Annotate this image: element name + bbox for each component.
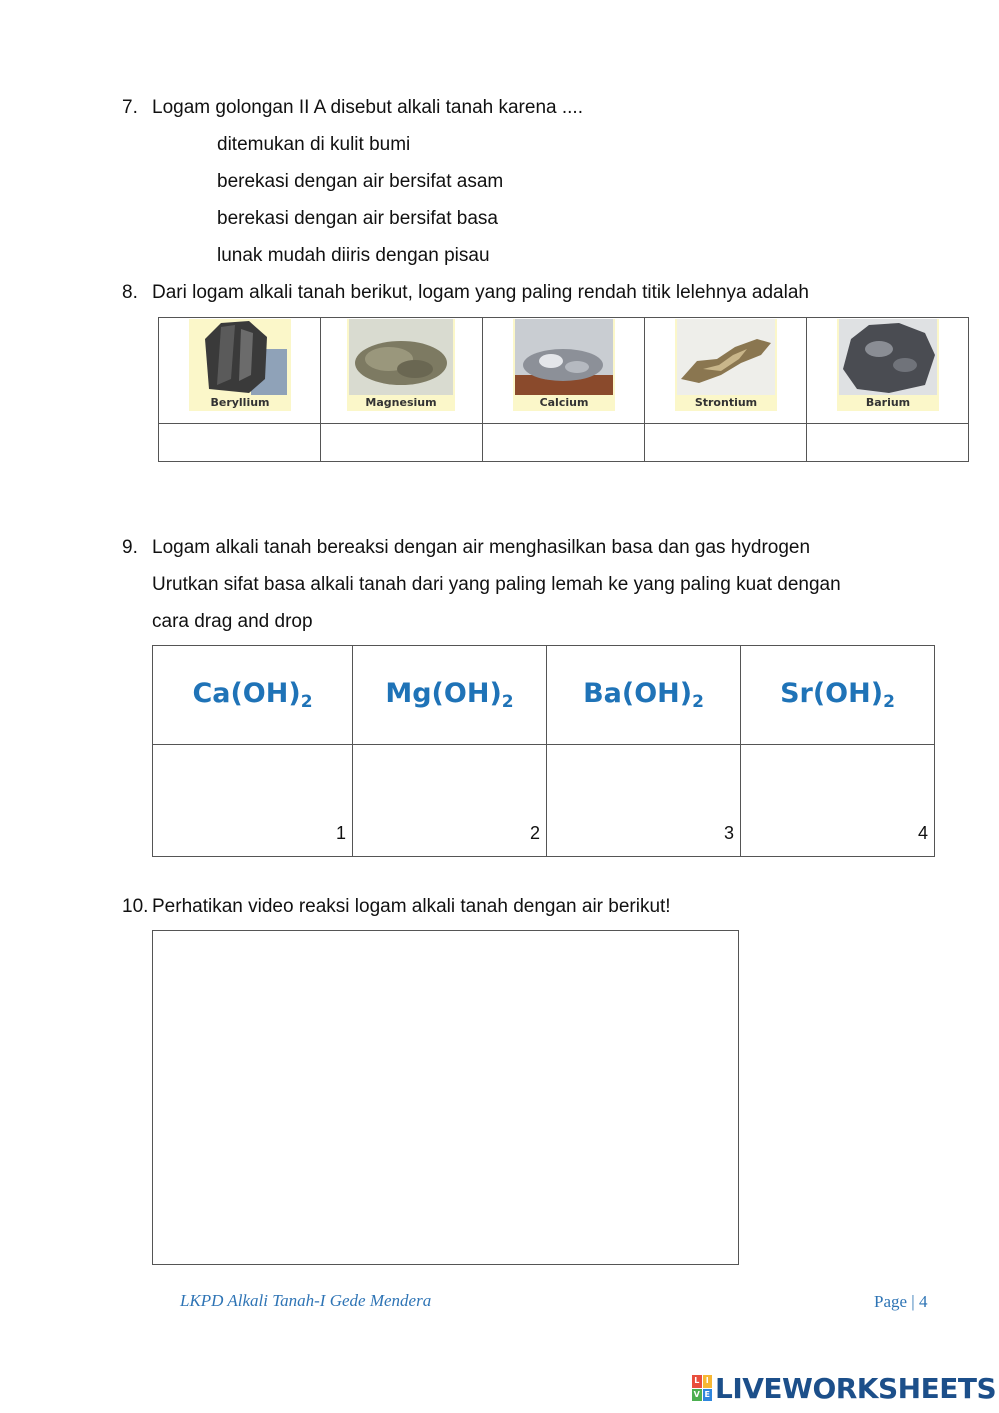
metal-label: Strontium	[694, 396, 758, 409]
q7-question: Logam golongan II A disebut alkali tanah karena ....	[152, 97, 583, 118]
draggable-formula-caoh2[interactable]: $Ca(OH)_2$	[192, 678, 313, 712]
slot-number: 2	[529, 823, 540, 843]
formula-cell-1	[153, 646, 353, 745]
barium-rock-icon	[839, 319, 937, 395]
drop-slot-1[interactable]	[153, 745, 353, 857]
metal-answer-box-5[interactable]	[807, 424, 969, 462]
slot-number: 4	[917, 823, 928, 843]
beryllium-image	[189, 319, 291, 411]
q8-question: Dari logam alkali tanah berikut, logam yang paling rendah titik lelehnya adalah	[152, 282, 809, 303]
metal-cell-magnesium	[321, 318, 483, 424]
magnesium-rock-icon	[349, 319, 453, 395]
metal-answer-box-4[interactable]	[645, 424, 807, 462]
page-number: Page | 4	[874, 1292, 928, 1311]
q10-number: 10.	[122, 896, 149, 917]
metal-answer-box-2[interactable]	[321, 424, 483, 462]
metal-choice-table	[158, 317, 969, 462]
drop-slot-3[interactable]	[547, 745, 741, 857]
q7-number: 7.	[122, 97, 138, 118]
liveworksheets-logo-icon	[692, 1375, 712, 1401]
q10-question: Perhatikan video reaksi logam alkali tanah dengan air berikut!	[152, 896, 671, 917]
q8-number: 8.	[122, 282, 138, 303]
metal-cell-barium	[807, 318, 969, 424]
metal-label: Calcium	[539, 396, 589, 409]
barium-image	[837, 319, 939, 411]
liveworksheets-brand	[692, 1372, 996, 1404]
logo-letter: E	[703, 1389, 713, 1402]
q9-line-2: Urutkan sifat basa alkali tanah dari yang paling lemah ke yang paling kuat dengan	[152, 574, 841, 595]
q7-option-1[interactable]: ditemukan di kulit bumi	[217, 134, 411, 155]
strontium-rock-icon	[677, 319, 775, 395]
q9-line-3: cara drag and drop	[152, 611, 313, 632]
metal-cell-strontium	[645, 318, 807, 424]
metal-label: Barium	[865, 396, 911, 409]
metal-label: Beryllium	[210, 396, 270, 409]
slot-number: 3	[723, 823, 734, 843]
drop-slot-4[interactable]	[741, 745, 935, 857]
metal-label: Magnesium	[365, 396, 437, 409]
slot-number: 1	[335, 823, 346, 843]
formula-cell-3	[547, 646, 741, 745]
logo-letter: L	[692, 1375, 702, 1388]
draggable-formula-baoh2[interactable]: $Ba(OH)_2$	[583, 678, 704, 712]
calcium-image	[513, 319, 615, 411]
base-order-table	[152, 645, 935, 857]
magnesium-image	[347, 319, 455, 411]
q7-option-3[interactable]: berekasi dengan air bersifat basa	[217, 208, 498, 229]
formula-cell-4	[741, 646, 935, 745]
logo-letter: I	[703, 1375, 713, 1388]
metal-answer-box-3[interactable]	[483, 424, 645, 462]
q7-option-2[interactable]: berekasi dengan air bersifat asam	[217, 171, 504, 192]
calcium-rock-icon	[515, 319, 613, 395]
logo-letter: V	[692, 1389, 702, 1402]
formula-cell-2	[353, 646, 547, 745]
drop-slot-2[interactable]	[353, 745, 547, 857]
q9-number: 9.	[122, 537, 138, 558]
brand-name: LIVEWORKSHEETS	[715, 1371, 997, 1405]
metal-cell-beryllium	[159, 318, 321, 424]
video-frame[interactable]	[152, 930, 739, 1265]
beryllium-rock-icon	[191, 319, 289, 395]
q9-line-1: Logam alkali tanah bereaksi dengan air menghasilkan basa dan gas hydrogen	[152, 537, 811, 558]
footer-title: LKPD Alkali Tanah-I Gede Mendera	[180, 1291, 432, 1310]
metal-cell-calcium	[483, 318, 645, 424]
strontium-image	[675, 319, 777, 411]
draggable-formula-sroh2[interactable]: $Sr(OH)_2$	[780, 678, 895, 712]
draggable-formula-mgoh2[interactable]: $Mg(OH)_2$	[385, 678, 514, 712]
q7-option-4[interactable]: lunak mudah diiris dengan pisau	[217, 245, 490, 266]
metal-answer-box-1[interactable]	[159, 424, 321, 462]
